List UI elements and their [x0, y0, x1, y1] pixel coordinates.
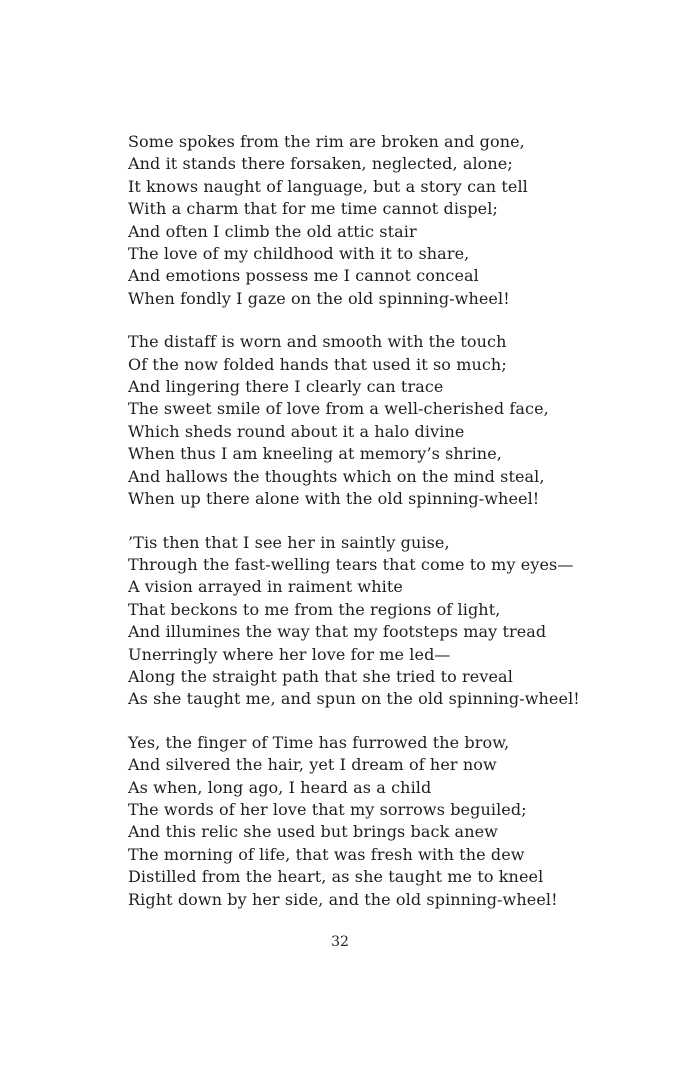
poem-line: And this relic she used but brings back anew: [128, 822, 498, 842]
poem-line: With a charm that for me time cannot dispel;: [128, 199, 498, 219]
poem-line: Along the straight path that she tried to reveal: [128, 666, 513, 686]
stanza-1: [128, 131, 673, 310]
poem-line: ’Tis then that I see her in saintly guise,: [128, 532, 450, 552]
poem-line: Unerringly where her love for me led—: [128, 644, 451, 664]
poem-line: Through the fast-welling tears that come to my eyes—: [128, 554, 574, 574]
poem-line: When thus I am kneeling at memory’s shrine,: [128, 444, 502, 464]
poem-line: Which sheds round about it a halo divine: [128, 421, 465, 441]
poem-line: The words of her love that my sorrows beguiled;: [128, 799, 527, 819]
poem-line: And emotions possess me I cannot conceal: [128, 266, 479, 286]
stanza-2: [128, 331, 673, 510]
stanza-4: [128, 732, 673, 911]
poem-line: And often I climb the old attic stair: [128, 221, 417, 241]
poem-line: A vision arrayed in raiment white: [128, 577, 403, 597]
poem-body: [128, 131, 673, 932]
poem-line: When fondly I gaze on the old spinning-wheel!: [128, 288, 510, 308]
poem-line: And hallows the thoughts which on the mind steal,: [128, 466, 545, 486]
poem-line: Yes, the finger of Time has furrowed the brow,: [128, 732, 510, 752]
poem-line: And it stands there forsaken, neglected, alone;: [128, 154, 513, 174]
stanza-3: [128, 532, 673, 711]
poem-line: Some spokes from the rim are broken and gone,: [128, 132, 525, 151]
poem-line: And lingering there I clearly can trace: [128, 377, 444, 397]
poem-line: The sweet smile of love from a well-cherished face,: [128, 399, 549, 419]
poem-line: As she taught me, and spun on the old spinning-wheel!: [128, 689, 580, 709]
poem-line: Of the now folded hands that used it so much;: [128, 354, 507, 374]
poem-line: And silvered the hair, yet I dream of her now: [128, 755, 497, 775]
poem-line: Right down by her side, and the old spinning-wheel!: [128, 889, 558, 909]
poem-line: As when, long ago, I heard as a child: [128, 777, 432, 797]
poem-line: That beckons to me from the regions of light,: [128, 599, 501, 619]
poem-line: When up there alone with the old spinning-wheel!: [128, 489, 540, 509]
page-number: 32: [331, 934, 349, 950]
poem-line: And illumines the way that my footsteps may tread: [128, 622, 547, 642]
poem-line: The love of my childhood with it to share,: [128, 244, 470, 264]
poem-line: The morning of life, that was fresh with the dew: [128, 844, 525, 864]
poem-line: Distilled from the heart, as she taught me to kneel: [128, 867, 544, 887]
poem-line: It knows naught of language, but a story can tell: [128, 176, 528, 196]
poem-line: The distaff is worn and smooth with the touch: [128, 332, 507, 352]
